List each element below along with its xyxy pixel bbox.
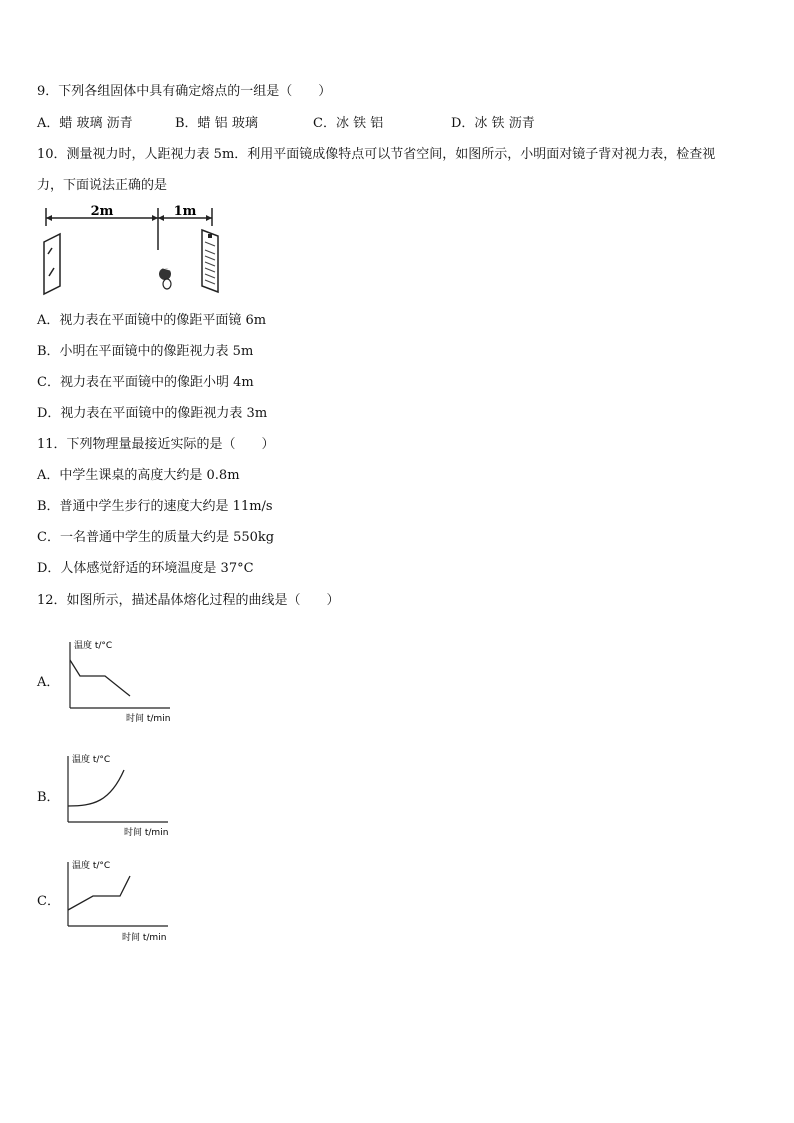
eye-chart (202, 230, 218, 292)
label-1m: 1m (173, 204, 197, 219)
q11-option-a: A．中学生课桌的高度大约是 0.8m (37, 468, 240, 483)
q11-option-b: B．普通中学生步行的速度大约是 11m/s (37, 499, 273, 514)
label-2m: 2m (90, 204, 114, 219)
graph-a-xlabel: 时间 t/min (126, 714, 171, 724)
graph-b-curve (68, 770, 124, 806)
plane-mirror (44, 234, 60, 294)
graph-c-xlabel: 时间 t/min (122, 933, 167, 943)
graph-c-curve (68, 876, 130, 910)
q11-stem: 11．下列物理量最接近实际的是（ ） (37, 437, 275, 452)
q10-stem-line1: 10．测量视力时，人距视力表 5m．利用平面镜成像特点可以节省空间，如图所示，小明面对镜子背对视力表，检查视 (37, 147, 716, 162)
q10-option-d: D．视力表在平面镜中的像距视力表 3m (37, 406, 268, 421)
graph-b-ylabel: 温度 t/°C (72, 755, 111, 765)
q10-stem-line2: 力，下面说法正确的是 (37, 178, 168, 193)
graph-c-letter: C． (37, 894, 60, 909)
graph-a (60, 634, 190, 726)
graph-b-xlabel: 时间 t/min (124, 828, 169, 838)
q9-options (37, 116, 535, 132)
q9-stem: 9．下列各组固体中具有确定熔点的一组是（ ） (37, 84, 332, 99)
graph-a-ylabel: 温度 t/°C (74, 641, 113, 651)
q12-stem: 12．如图所示，描述晶体熔化过程的曲线是（ ） (37, 593, 340, 608)
graph-c-ylabel: 温度 t/°C (72, 861, 111, 871)
q10-option-b: B．小明在平面镜中的像距视力表 5m (37, 344, 254, 359)
q9-option-c: C．冰 铁 铝 (313, 116, 384, 131)
q11-option-d: D．人体感觉舒适的环境温度是 37°C (37, 561, 254, 576)
q10-option-c: C．视力表在平面镜中的像距小明 4m (37, 375, 254, 390)
q9-option-a: A．蜡 玻璃 沥青 (37, 116, 133, 131)
q10-option-a: A．视力表在平面镜中的像距平面镜 6m (37, 313, 267, 328)
mirror-eye-chart-figure (36, 204, 222, 300)
graph-c (58, 854, 188, 946)
q9-option-d: D．冰 铁 沥青 (451, 116, 535, 131)
person-head-icon (159, 268, 171, 289)
q11-option-c: C．一名普通中学生的质量大约是 550kg (37, 530, 275, 545)
graph-b (58, 748, 188, 840)
graph-a-letter: A． (37, 675, 60, 690)
graph-a-curve (70, 660, 130, 696)
graph-b-letter: B． (37, 790, 60, 805)
q9-option-b: B．蜡 铝 玻璃 (175, 116, 258, 131)
